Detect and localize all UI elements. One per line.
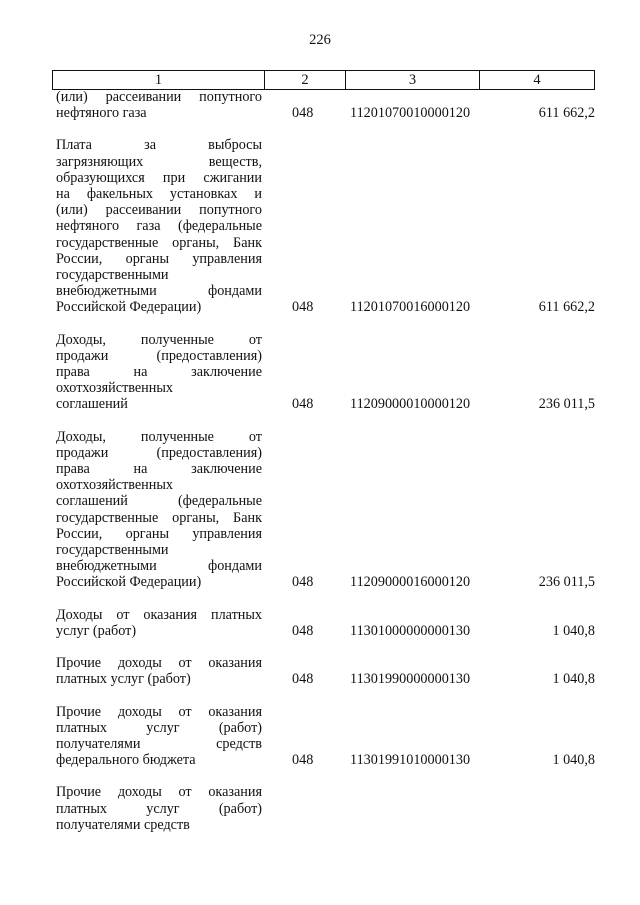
description-line: получателями средств [56, 816, 190, 833]
budget-classification-code: 11201070016000120 [350, 299, 471, 316]
table-row [52, 89, 595, 121]
admin-code: 048 [292, 752, 314, 769]
page-number: 226 [309, 32, 331, 48]
budget-classification-code: 11301990000000130 [350, 671, 471, 688]
row-description [52, 655, 262, 687]
row-description [52, 607, 262, 639]
description-line: охотхозяйственных [56, 380, 173, 397]
description-line: (или) рассеивании попутного [56, 89, 262, 105]
table-row [52, 137, 595, 315]
description-line: внебюджетными фондами [56, 283, 262, 300]
budget-classification-code: 11209000010000120 [350, 396, 471, 413]
table-row [52, 429, 595, 591]
row-description [52, 137, 262, 315]
description-line: государственные органы, Банк [56, 234, 262, 251]
table-row [52, 332, 595, 413]
description-line: охотхозяйственных [56, 477, 173, 494]
description-line: государственными [56, 267, 169, 284]
description-line: федерального бюджета [56, 752, 196, 769]
description-line: платных услуг (работ) [56, 719, 262, 736]
description-line: права на заключение [56, 461, 262, 478]
description-line: нефтяного газа [56, 105, 147, 122]
description-line: загрязняющих веществ, [56, 153, 262, 170]
description-line: Прочие доходы от оказания [56, 703, 262, 720]
row-description [52, 332, 262, 413]
amount: 236 011,5 [538, 396, 595, 413]
table-header [52, 70, 595, 90]
header-col-4: 4 [533, 72, 541, 88]
admin-code: 048 [292, 622, 314, 639]
table-row [52, 655, 595, 687]
description-line: соглашений (федеральные [56, 493, 262, 510]
budget-classification-code: 11301000000000130 [350, 622, 471, 639]
description-line: внебюджетными фондами [56, 558, 262, 575]
table-row [52, 784, 595, 833]
amount: 1 040,8 [552, 752, 595, 769]
description-line: России, органы управления [56, 250, 262, 267]
description-line: Российской Федерации) [56, 574, 202, 591]
amount: 611 662,2 [538, 299, 595, 316]
description-line: Плата за выбросы [56, 137, 262, 154]
description-line: Доходы, полученные от [56, 428, 262, 445]
budget-classification-code: 11201070010000120 [350, 105, 471, 122]
row-description [52, 429, 262, 591]
description-line: Прочие доходы от оказания [56, 784, 262, 801]
description-line: государственные органы, Банк [56, 509, 262, 526]
amount: 611 662,2 [538, 105, 595, 122]
description-line: продажи (предоставления) [56, 347, 262, 364]
description-line: России, органы управления [56, 525, 262, 542]
header-col-3: 3 [346, 71, 480, 89]
description-line: Российской Федерации) [56, 299, 202, 316]
description-line: платных услуг (работ) [56, 671, 191, 688]
admin-code: 048 [292, 574, 314, 591]
budget-classification-code: 11209000016000120 [350, 574, 471, 591]
table-body [52, 89, 595, 849]
row-description [52, 784, 262, 833]
row-description [52, 704, 262, 769]
budget-classification-code: 11301991010000130 [350, 752, 471, 769]
amount: 236 011,5 [538, 574, 595, 591]
description-line: нефтяного газа (федеральные [56, 218, 262, 235]
admin-code: 048 [292, 396, 314, 413]
description-line: соглашений [56, 396, 128, 413]
description-line: государственными [56, 542, 169, 559]
description-line: Доходы, полученные от [56, 331, 262, 348]
description-line: платных услуг (работ) [56, 800, 262, 817]
amount: 1 040,8 [552, 622, 595, 639]
description-line: образующихся при сжигании [56, 169, 262, 186]
admin-code: 048 [292, 299, 314, 316]
admin-code: 048 [292, 671, 314, 688]
row-description [52, 89, 262, 121]
description-line: Прочие доходы от оказания [56, 655, 262, 672]
table-row [52, 704, 595, 769]
description-line: Доходы от оказания платных [56, 606, 262, 623]
header-col-2: 2 [265, 71, 346, 89]
table-row [52, 607, 595, 639]
header-col-1: 1 [53, 71, 265, 89]
admin-code: 048 [292, 105, 314, 122]
description-line: на факельных установках и [56, 186, 262, 203]
description-line: права на заключение [56, 364, 262, 381]
amount: 1 040,8 [552, 671, 595, 688]
description-line: услуг (работ) [56, 622, 137, 639]
description-line: (или) рассеивании попутного [56, 202, 262, 219]
description-line: получателями средств [56, 735, 262, 752]
description-line: продажи (предоставления) [56, 444, 262, 461]
